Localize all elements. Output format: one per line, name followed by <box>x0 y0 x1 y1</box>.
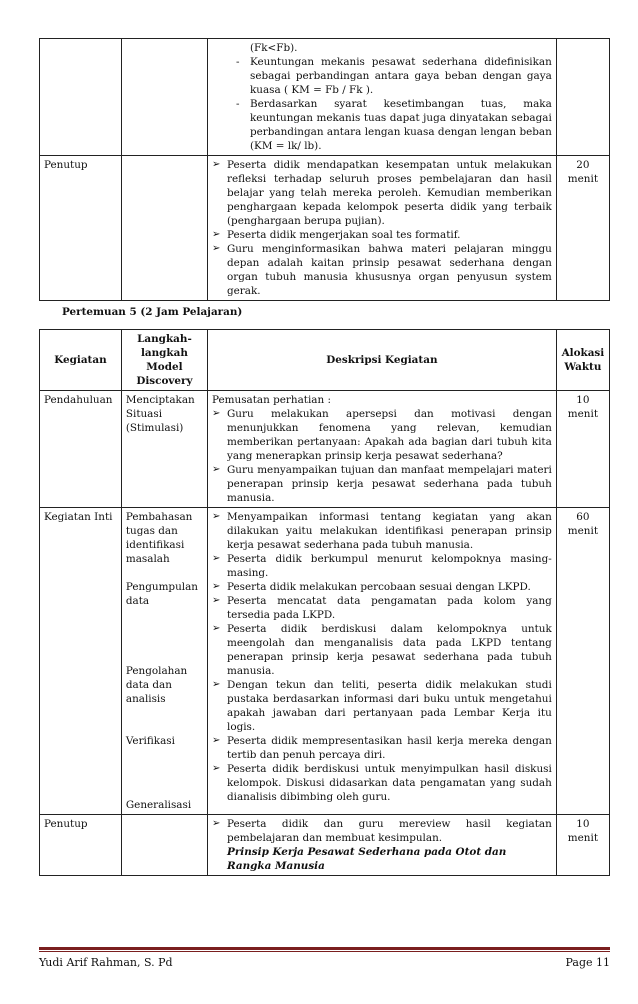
list-item: ➢ Peserta didik mempresentasikan hasil kerja mereka dengan tertib dan penuh percaya diri. <box>212 734 552 762</box>
steps-cell <box>121 508 207 815</box>
list-item: - Keuntungan mekanis pesawat sederhana didefinisikan sebagai perbandingan antara gaya beban dengan gaya kuasa ( KM = Fb / Fk ). <box>236 55 552 97</box>
list-item: ➢ Guru menyampaikan tujuan dan manfaat mempelajari materi penerapan prinsip kerja pesawat sederhana pada tubuh manusia. <box>212 463 552 505</box>
list-item: ➢ Peserta didik berdiskusi dalam kelompoknya untuk meengolah dan menganalisis data pada LKPD tentang penerapan prinsip kerja pesawat sederhana pada tubuh manusia. <box>212 622 552 678</box>
step-name: Pengolahan data dan analisis <box>125 665 188 705</box>
list-item: ➢ Guru melakukan apersepsi dan motivasi dengan menunjukkan fenomena yang relevan, kemudian memberikan pertanyaan: Apakah ada bagian dari tubuh kita yang menerapkan prinsip kerja pesawat sederhana? <box>212 407 552 463</box>
sub-heading: Prinsip Kerja Pesawat Sederhana pada Otot dan Rangka Manusia <box>227 846 507 872</box>
step-name: Pengumpulan data <box>125 581 198 607</box>
activity-table-continued <box>39 38 610 301</box>
footer-author: Yudi Arif Rahman, S. Pd <box>39 956 173 969</box>
table-header-row <box>40 330 610 391</box>
step-name: Menciptakan Situasi (Stimulasi) <box>121 391 207 508</box>
time-allocation: 60 menit <box>556 508 609 815</box>
list-item: ➢ Peserta didik mendapatkan kesempatan untuk melakukan refleksi terhadap seluruh proses pembelajaran dan hasil belajar yang telah mereka peroleh. Kemudian memberikan penghargaan kepada kelompok peserta didik yang terbaik (penghargaan berupa pujian). <box>212 158 552 228</box>
time-allocation: 10 menit <box>556 391 609 508</box>
time-allocation: 10 menit <box>556 815 609 876</box>
step-name: Generalisasi <box>125 799 192 811</box>
list-item: - Berdasarkan syarat kesetimbangan tuas, maka keuntungan mekanis tuas dapat juga dinyatakan sebagai perbandingan antara lengan kuasa dengan lengan beban (KM = lk/ lb). <box>236 97 552 153</box>
step-name: Verifikasi <box>125 735 175 747</box>
list-item: (Fk<Fb). <box>250 42 298 54</box>
activity-name: Pendahuluan <box>40 391 122 508</box>
description-cell <box>208 39 557 156</box>
list-item: ➢ Peserta didik melakukan percobaan sesuai dengan LKPD. <box>212 580 552 594</box>
table-row <box>40 391 610 508</box>
list-item: ➢ Peserta didik dan guru mereview hasil kegiatan pembelajaran dan membuat kesimpulan. <box>212 817 552 845</box>
list-item: ➢ Menyampaikan informasi tentang kegiatan yang akan dilakukan yaitu melakukan identifikasi penerapan prinsip kerja pesawat sederhana pada tubuh manusia. <box>212 510 552 552</box>
page-number: Page 11 <box>565 956 610 969</box>
section-heading: Pertemuan 5 (2 Jam Pelajaran) <box>62 306 243 318</box>
list-item: ➢ Dengan tekun dan teliti, peserta didik melakukan studi pustaka berdasarkan informasi dari buku untuk mengetahui apakah jawaban dari pertanyaan pada Lembar Kerja itu logis. <box>212 678 552 734</box>
list-item: ➢ Peserta didik berdiskusi untuk menyimpulkan hasil diskusi kelompok. Diskusi didasarkan data pengamatan yang sudah dianalisis dibimbing oleh guru. <box>212 762 552 804</box>
step-name: Pembahasan tugas dan identifikasi masalah <box>125 511 193 565</box>
header-kegiatan: Kegiatan <box>40 330 122 391</box>
description-cell <box>208 156 557 301</box>
intro-text: Pemusatan perhatian : <box>212 394 331 406</box>
table-row <box>40 156 610 301</box>
header-alokasi: Alokasi Waktu <box>556 330 609 391</box>
activity-name: Penutup <box>40 156 122 301</box>
list-item: ➢ Peserta didik mengerjakan soal tes formatif. <box>212 228 552 242</box>
list-item: ➢ Peserta mencatat data pengamatan pada kolom yang tersedia pada LKPD. <box>212 594 552 622</box>
header-deskripsi: Deskripsi Kegiatan <box>208 330 557 391</box>
table-row <box>40 508 610 815</box>
time-allocation: 20 menit <box>556 156 609 301</box>
activity-table <box>39 329 610 876</box>
list-item: ➢ Guru menginformasikan bahwa materi pelajaran minggu depan adalah kaitan prinsip pesawat sederhana dengan organ tubuh manusia khususnya organ penyusun system gerak. <box>212 242 552 298</box>
description-cell <box>208 391 557 508</box>
list-item: ➢ Peserta didik berkumpul menurut kelompoknya masing-masing. <box>212 552 552 580</box>
activity-name: Penutup <box>40 815 122 876</box>
activity-name: Kegiatan Inti <box>40 508 122 815</box>
table-row <box>40 815 610 876</box>
footer-rule <box>39 947 610 950</box>
header-langkah: Langkah-langkah Model Discovery <box>121 330 207 391</box>
table-row <box>40 39 610 156</box>
footer-rule-thin <box>39 951 610 952</box>
description-cell <box>208 815 557 876</box>
description-cell <box>208 508 557 815</box>
